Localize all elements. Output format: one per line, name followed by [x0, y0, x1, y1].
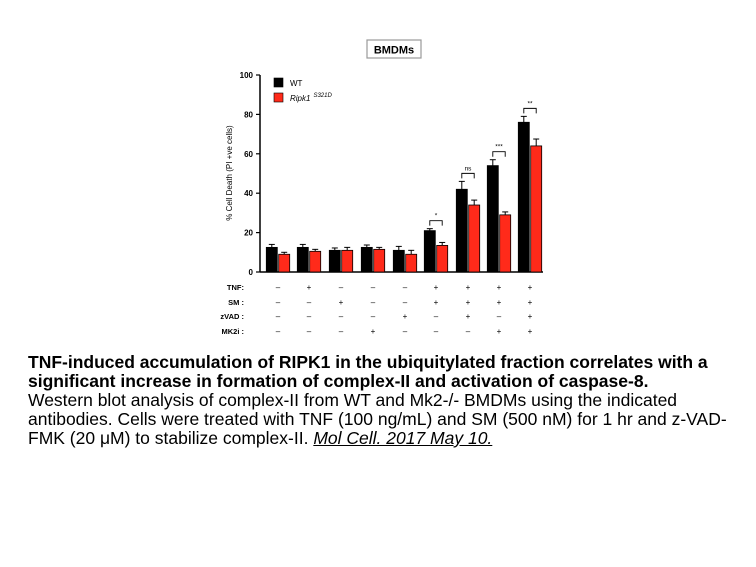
bar: [266, 247, 277, 272]
treatment-symbol: –: [338, 283, 344, 292]
bar: [342, 250, 353, 272]
treatment-symbol: +: [306, 283, 312, 292]
bar: [279, 254, 290, 272]
treatment-symbol: +: [402, 312, 408, 321]
bar: [310, 251, 321, 272]
bar: [424, 231, 435, 272]
significance-label: ns: [464, 165, 472, 173]
significance-label: ***: [495, 143, 503, 151]
treatment-symbol: +: [496, 327, 502, 336]
treatment-label: MK2i :: [221, 327, 244, 336]
treatment-symbol: +: [433, 283, 439, 292]
bar: [406, 254, 417, 272]
bar: [531, 146, 542, 272]
treatment-symbol: +: [338, 298, 344, 307]
chart-title-box: [367, 40, 421, 58]
figure-caption: [28, 353, 740, 448]
bars: [266, 116, 541, 272]
significance-bracket: [493, 152, 505, 157]
treatment-symbol: –: [275, 312, 281, 321]
treatment-symbol: –: [433, 312, 439, 321]
legend-label-superscript: S321D: [313, 93, 332, 99]
y-tick-label: 40: [244, 189, 253, 199]
bar: [374, 249, 385, 272]
y-tick-label: 20: [244, 228, 253, 238]
significance-label: **: [527, 100, 533, 108]
bar: [393, 250, 404, 272]
treatment-symbol: +: [527, 298, 533, 307]
bar: [518, 122, 529, 272]
treatment-symbol: +: [433, 298, 439, 307]
treatment-symbol: –: [338, 327, 344, 336]
significance-bracket: [462, 173, 474, 178]
treatment-symbol: +: [527, 312, 533, 321]
treatment-label: TNF:: [226, 283, 244, 292]
treatment-label: SM :: [228, 298, 244, 307]
y-tick-label: 100: [239, 71, 253, 80]
treatment-symbol: –: [402, 298, 408, 307]
treatment-symbol: –: [402, 283, 408, 292]
y-tick-label: 0: [248, 268, 253, 277]
treatment-symbol: –: [306, 298, 312, 307]
treatment-symbol: +: [370, 327, 376, 336]
y-tick-label: 60: [244, 149, 253, 159]
treatment-symbol: –: [338, 312, 344, 321]
legend-swatch: [274, 78, 283, 87]
treatment-symbol: –: [496, 312, 502, 321]
treatment-symbol: +: [465, 312, 471, 321]
significance-bracket: [524, 108, 536, 113]
treatment-symbol: +: [527, 327, 533, 336]
legend-swatch: [274, 93, 283, 102]
caption-title: TNF-induced accumulation of RIPK1 in the ubiquitylated fraction correlates with a significant increase in formation of complex-II and activation of caspase-8.: [28, 352, 708, 391]
legend: [274, 78, 332, 103]
bar: [297, 247, 308, 272]
treatment-label: zVAD :: [220, 312, 244, 321]
bar: [500, 215, 511, 272]
legend-label: WT: [290, 79, 303, 88]
treatment-symbol: –: [433, 327, 439, 336]
treatment-symbol: –: [465, 327, 471, 336]
treatment-symbol: +: [527, 283, 533, 292]
significance-bracket: [430, 221, 442, 226]
treatment-symbol: –: [275, 283, 281, 292]
treatment-symbol: +: [465, 283, 471, 292]
bar: [361, 247, 372, 272]
treatment-symbol: –: [370, 283, 376, 292]
treatment-symbol: +: [465, 298, 471, 307]
treatment-symbol: +: [496, 298, 502, 307]
bar: [329, 250, 340, 272]
treatment-symbol: –: [370, 298, 376, 307]
treatment-symbol: –: [306, 312, 312, 321]
treatment-symbol: –: [306, 327, 312, 336]
bar: [456, 189, 467, 272]
legend-label: Ripk1 $^{S321D}$: [290, 93, 332, 103]
y-axis-label: % Cell Death (PI +ve cells): [225, 125, 234, 221]
treatment-symbol: –: [370, 312, 376, 321]
bar: [437, 245, 448, 272]
treatment-symbol: +: [496, 283, 502, 292]
bar: [469, 205, 480, 272]
treatment-symbol: –: [275, 327, 281, 336]
bar: [487, 166, 498, 272]
treatment-table: [220, 283, 532, 336]
citation-link[interactable]: Mol Cell. 2017 May 10.: [313, 428, 493, 448]
chart-title: BMDMs: [373, 44, 415, 57]
treatment-symbol: –: [275, 298, 281, 307]
caption-body: Western blot analysis of complex-II from WT and Mk2-/- BMDMs using the indicated antibodies. Cells were treated with TNF (100 ng/mL) and SM (500 nM) for 1 hr and z-VAD-FMK (20 μM) to stabilize complex-II.: [28, 390, 727, 448]
significance-label: *: [434, 212, 438, 220]
y-tick-label: 80: [244, 110, 253, 120]
treatment-symbol: –: [402, 327, 408, 336]
